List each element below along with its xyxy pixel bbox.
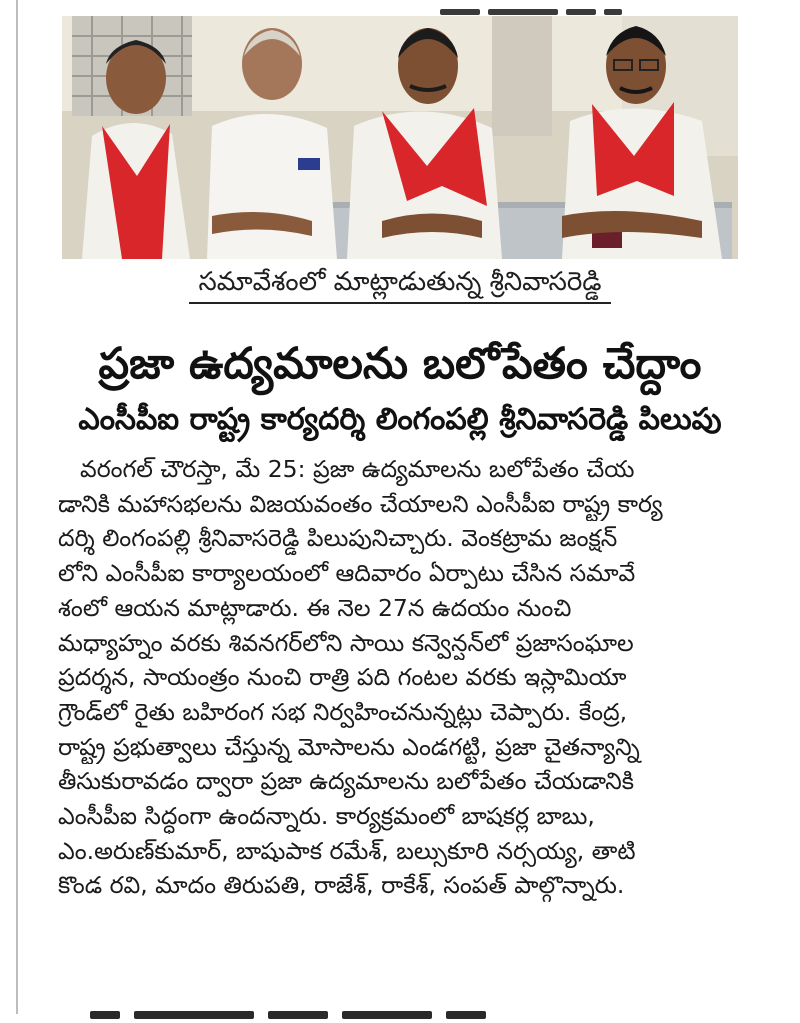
column-divider: [16, 0, 18, 1014]
body-line: కొండ రవి, మాదం తిరుపతి, రాజేశ్, రాకేశ్, సంపత్ పాల్గొన్నారు.: [58, 871, 625, 900]
body-line: శంలో ఆయన మాట్లాడారు. ఈ నెల 27న ఉదయం నుంచి: [58, 593, 572, 622]
subheadline: ఎంసీపీఐ రాష్ట్ర కార్యదర్శి లింగంపల్లి శ్రీనివాసరెడ్డి పిలుపు: [78, 402, 722, 437]
body-line: ఎంసీపీఐ సిద్ధంగా ఉందన్నారు. కార్యక్రమంలో బాషకర్ల బాబు,: [58, 802, 595, 831]
photo-caption-container: [0, 262, 800, 304]
body-line: మధ్యాహ్నం వరకు శివనగర్‌లోని సాయి కన్వెన్షన్‌లో ప్రజాసంఘాల: [58, 628, 634, 657]
news-photo: [62, 16, 738, 259]
body-line: డానికి మహాసభలను విజయవంతం చేయాలని ఎంసీపీఐ రాష్ట్ర కార్య: [58, 489, 663, 518]
body-line: ఎం.అరుణ్‌కుమార్, బాషుపాక రమేశ్, బల్సుకూరి నర్సయ్య, తాటి: [58, 836, 636, 865]
body-line: దర్శి లింగంపల్లి శ్రీనివాసరెడ్డి పిలుపునిచ్చారు. వెంకట్రామ జంక్షన్: [58, 524, 618, 553]
clipped-previous-text: [440, 0, 670, 10]
photo-caption: సమావేశంలో మాట్లాడుతున్న శ్రీనివాసరెడ్డి: [189, 262, 612, 304]
body-line: ప్రదర్శన, సాయంత్రం నుంచి రాత్రి పది గంటల వరకు ఇస్లామియా: [58, 663, 627, 692]
body-line: లోని ఎంసీపీఐ కార్యాలయంలో ఆదివారం ఏర్పాటు చేసిన సమావే: [58, 559, 636, 588]
headline: ప్రజా ఉద్యమాలను బలోపేతం చేద్దాం: [98, 339, 702, 389]
body-line: రాష్ట్ర ప్రభుత్వాలు చేస్తున్న మోసాలను ఎండగట్టి, ప్రజా చైతన్యాన్ని: [58, 732, 640, 761]
clipped-next-text: [90, 1004, 740, 1014]
article-body: [58, 452, 748, 903]
body-line: వరంగల్ చౌరస్తా, మే 25: ప్రజా ఉద్యమాలను బలోపేతం చేయ: [80, 455, 635, 483]
body-line: తీసుకురావడం ద్వారా ప్రజా ఉద్యమాలను బలోపేతం చేయడానికి: [58, 767, 635, 796]
body-line: గ్రౌండ్‌లో రైతు బహిరంగ సభ నిర్వహించనున్నట్లు చెప్పారు. కేంద్ర,: [58, 697, 628, 726]
